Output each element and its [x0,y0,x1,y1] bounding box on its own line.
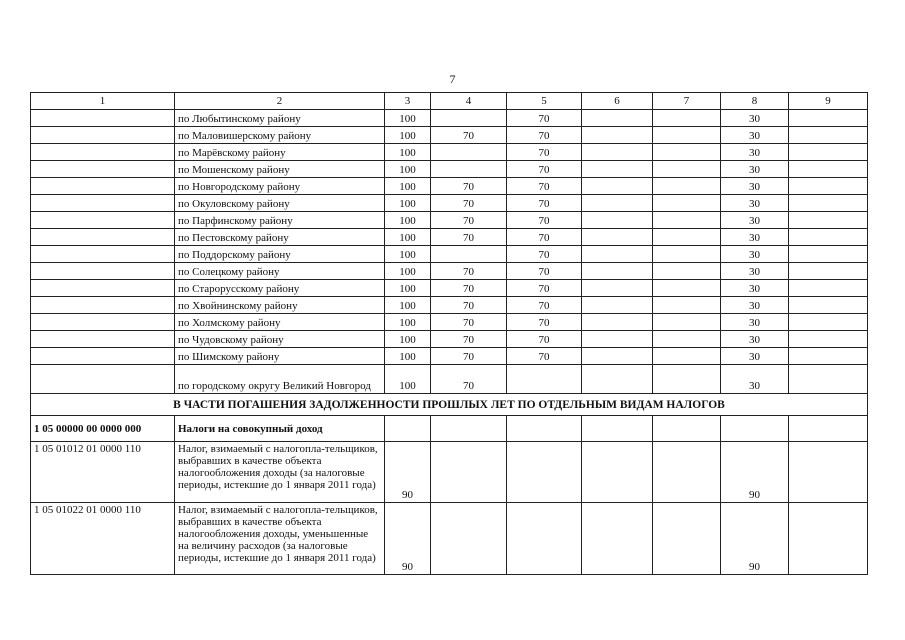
col4-value: 70 [431,280,507,297]
col8-value: 30 [721,229,789,246]
col5-value: 70 [507,212,582,229]
column-header: 8 [721,93,789,110]
col8-value: 30 [721,280,789,297]
col9-value [789,348,868,365]
column-header-row [31,93,868,110]
col3-value: 100 [385,144,431,161]
col5-value: 70 [507,331,582,348]
col7-value [653,348,721,365]
district-row [31,348,868,365]
col3-value [385,416,431,442]
col4-value: 70 [431,229,507,246]
col3-value: 100 [385,314,431,331]
col6-value [582,127,653,144]
col5-value [507,503,582,575]
col3-value: 100 [385,246,431,263]
district-name: по Парфинскому району [175,212,385,229]
col5-value [507,365,582,394]
col3-value: 100 [385,110,431,127]
district-name: по Маловишерскому району [175,127,385,144]
col4-value: 70 [431,195,507,212]
col6-value [582,110,653,127]
col3-value: 100 [385,178,431,195]
col6-value [582,212,653,229]
col4-value: 70 [431,314,507,331]
col5-value: 70 [507,127,582,144]
col9-value [789,229,868,246]
col8-value: 30 [721,110,789,127]
col7-value [653,503,721,575]
col9-value [789,263,868,280]
code-cell [31,297,175,314]
col9-value [789,110,868,127]
col3-value: 100 [385,280,431,297]
section-title-row [31,394,868,416]
col9-value [789,503,868,575]
col7-value [653,246,721,263]
col4-value: 70 [431,263,507,280]
district-row [31,246,868,263]
code-cell [31,331,175,348]
col5-value: 70 [507,144,582,161]
col4-value [431,110,507,127]
col3-value: 90 [385,503,431,575]
col7-value [653,280,721,297]
col6-value [582,348,653,365]
code-cell [31,314,175,331]
column-header: 6 [582,93,653,110]
col4-value [431,161,507,178]
code-cell [31,195,175,212]
col9-value [789,442,868,503]
col9-value [789,144,868,161]
code-cell [31,263,175,280]
col8-value [721,416,789,442]
col4-value [431,246,507,263]
district-row [31,212,868,229]
col5-value [507,416,582,442]
column-header: 7 [653,93,721,110]
col7-value [653,314,721,331]
group-code: 1 05 00000 00 0000 000 [31,416,175,442]
column-header: 9 [789,93,868,110]
code-cell [31,212,175,229]
col9-value [789,297,868,314]
col3-value: 100 [385,229,431,246]
col6-value [582,365,653,394]
col3-value: 100 [385,195,431,212]
col9-value [789,161,868,178]
col9-value [789,314,868,331]
district-row [31,144,868,161]
code-cell [31,144,175,161]
col9-value [789,178,868,195]
col9-value [789,331,868,348]
col8-value: 90 [721,442,789,503]
district-name: по Солецкому району [175,263,385,280]
col6-value [582,246,653,263]
column-header: 1 [31,93,175,110]
tax-distribution-table [30,92,868,575]
col4-value [431,144,507,161]
column-header: 5 [507,93,582,110]
item-code: 1 05 01022 01 0000 110 [31,503,175,575]
col8-value: 30 [721,297,789,314]
district-name: по Марёвскому району [175,144,385,161]
col8-value: 90 [721,503,789,575]
column-header: 4 [431,93,507,110]
tax-item-row [31,503,868,575]
district-name: по Чудовскому району [175,331,385,348]
col9-value [789,246,868,263]
item-code: 1 05 01012 01 0000 110 [31,442,175,503]
col8-value: 30 [721,127,789,144]
district-row [31,127,868,144]
column-header: 3 [385,93,431,110]
group-name: Налоги на совокупный доход [175,416,385,442]
district-row [31,178,868,195]
col8-value: 30 [721,348,789,365]
col9-value [789,127,868,144]
col8-value: 30 [721,331,789,348]
district-name: по Поддорскому району [175,246,385,263]
col6-value [582,161,653,178]
page-number: 7 [449,72,456,86]
col6-value [582,229,653,246]
district-name: по Любытинскому району [175,110,385,127]
col6-value [582,297,653,314]
col8-value: 30 [721,195,789,212]
col9-value [789,195,868,212]
col5-value [507,442,582,503]
district-row [31,314,868,331]
district-name: по Хвойнинскому району [175,297,385,314]
code-cell [31,280,175,297]
col3-value: 100 [385,263,431,280]
district-row [31,297,868,314]
district-name: по городскому округу Великий Новгород [175,365,385,394]
col6-value [582,503,653,575]
col3-value: 100 [385,127,431,144]
col6-value [582,416,653,442]
city-row [31,365,868,394]
code-cell [31,365,175,394]
tax-item-row [31,442,868,503]
col7-value [653,331,721,348]
col7-value [653,229,721,246]
col5-value: 70 [507,161,582,178]
district-row [31,161,868,178]
code-cell [31,110,175,127]
district-row [31,280,868,297]
district-row [31,229,868,246]
col7-value [653,195,721,212]
col5-value: 70 [507,246,582,263]
col3-value: 100 [385,331,431,348]
district-name: по Старорусскому району [175,280,385,297]
col3-value: 100 [385,297,431,314]
col3-value: 100 [385,348,431,365]
col6-value [582,331,653,348]
col4-value [431,503,507,575]
col8-value: 30 [721,246,789,263]
col6-value [582,195,653,212]
district-name: по Пестовскому району [175,229,385,246]
district-row [31,331,868,348]
col4-value: 70 [431,127,507,144]
code-cell [31,178,175,195]
col7-value [653,365,721,394]
col9-value [789,365,868,394]
col4-value: 70 [431,348,507,365]
col7-value [653,110,721,127]
item-name: Налог, взимаемый с налогопла-тельщиков, выбравших в качестве объекта налогообложения доходы, уменьшенные на величину расходов (за налоговые периоды, истекшие до 1 января 2011 года) [175,503,385,575]
col4-value: 70 [431,297,507,314]
group-row [31,416,868,442]
col7-value [653,442,721,503]
col5-value: 70 [507,263,582,280]
district-name: по Окуловскому району [175,195,385,212]
col5-value: 70 [507,348,582,365]
district-name: по Шимскому району [175,348,385,365]
col6-value [582,263,653,280]
district-row [31,263,868,280]
col5-value: 70 [507,229,582,246]
col8-value: 30 [721,365,789,394]
section-title: В ЧАСТИ ПОГАШЕНИЯ ЗАДОЛЖЕННОСТИ ПРОШЛЫХ ЛЕТ ПО ОТДЕЛЬНЫМ ВИДАМ НАЛОГОВ [31,394,868,416]
col6-value [582,442,653,503]
col8-value: 30 [721,144,789,161]
code-cell [31,246,175,263]
col7-value [653,212,721,229]
item-name: Налог, взимаемый с налогопла-тельщиков, выбравших в качестве объекта налогообложения доходы (за налоговые периоды, истекшие до 1 января 2011 года) [175,442,385,503]
col7-value [653,127,721,144]
col4-value [431,416,507,442]
col5-value: 70 [507,314,582,331]
district-name: по Новгородскому району [175,178,385,195]
col4-value [431,442,507,503]
col3-value: 100 [385,365,431,394]
col9-value [789,416,868,442]
col5-value: 70 [507,280,582,297]
col6-value [582,280,653,297]
col7-value [653,178,721,195]
col4-value: 70 [431,365,507,394]
col4-value: 70 [431,178,507,195]
district-name: по Мошенскому району [175,161,385,178]
code-cell [31,348,175,365]
col8-value: 30 [721,161,789,178]
col7-value [653,263,721,280]
col9-value [789,280,868,297]
col7-value [653,297,721,314]
col4-value: 70 [431,331,507,348]
col3-value: 100 [385,212,431,229]
col8-value: 30 [721,263,789,280]
col9-value [789,212,868,229]
code-cell [31,229,175,246]
col8-value: 30 [721,212,789,229]
col4-value: 70 [431,212,507,229]
district-row [31,195,868,212]
col8-value: 30 [721,314,789,331]
col7-value [653,144,721,161]
col5-value: 70 [507,195,582,212]
col3-value: 100 [385,161,431,178]
district-name: по Холмскому району [175,314,385,331]
col5-value: 70 [507,178,582,195]
col6-value [582,178,653,195]
col5-value: 70 [507,297,582,314]
col7-value [653,161,721,178]
code-cell [31,127,175,144]
district-row [31,110,868,127]
col6-value [582,144,653,161]
col3-value: 90 [385,442,431,503]
col7-value [653,416,721,442]
code-cell [31,161,175,178]
col6-value [582,314,653,331]
col8-value: 30 [721,178,789,195]
col5-value: 70 [507,110,582,127]
column-header: 2 [175,93,385,110]
